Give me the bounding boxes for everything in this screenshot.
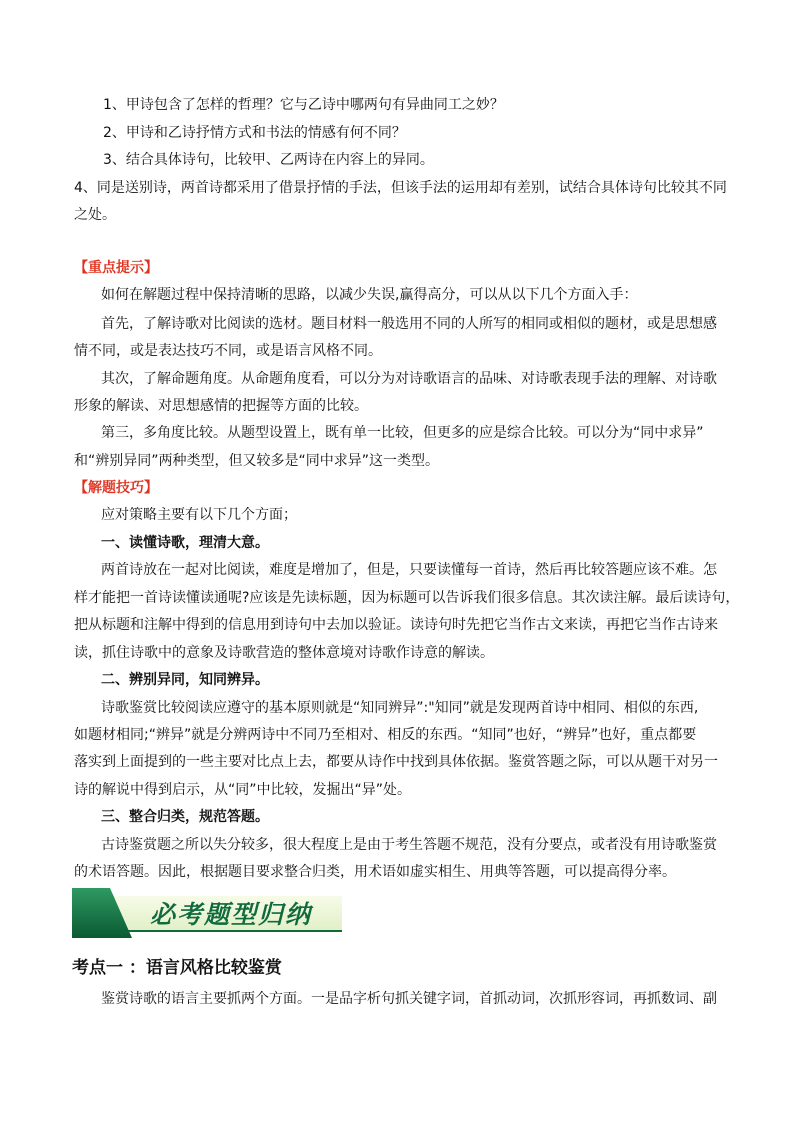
paragraph-line: 落实到上面提到的一些主要对比点上去，都要从诗作中找到具体依据。鉴赏答题之际，可以从题干对另一	[74, 754, 718, 770]
section-1-title: 一、读懂诗歌，理清大意。	[101, 535, 269, 551]
paragraph-line: 形象的解读、对思想感情的把握等方面的比较。	[74, 398, 368, 414]
paragraph-line: 的术语答题。因此，根据题目要求整合归类，用术语如虚实相生、用典等答题，可以提高得分率。	[74, 864, 676, 880]
banner-title: 必考题型归纳	[150, 900, 313, 929]
question-2: 2、甲诗和乙诗抒情方式和书法的情感有何不同？	[103, 125, 406, 141]
paragraph-line: 两首诗放在一起对比阅读，难度是增加了，但是，只要读懂每一首诗，然后再比较答题应该不难。怎	[101, 562, 717, 578]
techniques-heading: 【解题技巧】	[74, 480, 158, 496]
paragraph-line: 第三，多角度比较。从题型设置上，既有单一比较，但更多的应是综合比较。可以分为“同中求异”	[101, 425, 704, 441]
section-banner	[72, 888, 342, 938]
paragraph-line: 其次，了解命题角度。从命题角度看，可以分为对诗歌语言的品味、对诗歌表现手法的理解、对诗歌	[101, 371, 717, 387]
paragraph-line: 诗歌鉴赏比较阅读应遵守的基本原则就是“知同辨异”:"知同”就是发现两首诗中相同、相似的东西,	[101, 700, 699, 716]
techniques-intro: 应对策略主要有以下几个方面；	[101, 507, 297, 523]
section-2-title: 二、辨别异同，知同辨异。	[101, 672, 269, 688]
paragraph-line: 诗的解说中得到启示，从“同”中比较，发掘出“异”处。	[74, 782, 412, 798]
paragraph-line: 如何在解题过程中保持清晰的思路，以减少失误,赢得高分，可以从以下几个方面入手：	[101, 287, 638, 303]
paragraph-line: 和“辨别异同”两种类型，但又较多是“同中求异”这一类型。	[74, 453, 440, 469]
paragraph-line: 古诗鉴赏题之所以失分较多，很大程度上是由于考生答题不规范，没有分要点，或者没有用诗歌鉴赏	[101, 837, 717, 853]
paragraph-line: 读，抓住诗歌中的意象及诗歌营造的整体意境对诗歌作诗意的解读。	[74, 645, 494, 661]
paragraph-line: 样才能把一首诗读懂读通呢?应该是先读标题，因为标题可以告诉我们很多信息。其次读注解。最后读诗句，	[74, 590, 740, 606]
question-4-continued: 之处。	[74, 207, 116, 223]
paragraph-line: 鉴赏诗歌的语言主要抓两个方面。一是品字析句抓关键字词，首抓动词，次抓形容词，再抓数词、副	[101, 991, 717, 1007]
key-points-heading: 【重点提示】	[74, 260, 158, 276]
paragraph-line: 情不同，或是表达技巧不同，或是语言风格不同。	[74, 343, 382, 359]
section-3-title: 三、整合归类，规范答题。	[101, 809, 269, 825]
question-1: 1、甲诗包含了怎样的哲理？它与乙诗中哪两句有异曲同工之妙？	[103, 97, 504, 113]
kaodian-title: 考点一 ：语言风格比较鉴赏	[72, 958, 282, 978]
question-4: 4、同是送别诗，两首诗都采用了借景抒情的手法，但该手法的运用却有差别，试结合具体诗句比较其不同	[74, 180, 727, 196]
banner-arrow-icon	[72, 888, 132, 938]
question-3: 3、结合具体诗句，比较甲、乙两诗在内容上的异同。	[103, 152, 434, 168]
paragraph-line: 首先，了解诗歌对比阅读的选材。题目材料一般选用不同的人所写的相同或相似的题材，或是思想感	[101, 316, 717, 332]
paragraph-line: 把从标题和注解中得到的信息用到诗句中去加以验证。读诗句时先把它当作古文来读，再把它当作古诗来	[74, 617, 718, 633]
paragraph-line: 如题材相同;“辨异”就是分辨两诗中不同乃至相对、相反的东西。“知同”也好，“辨异”也好，重点都要	[74, 727, 697, 743]
